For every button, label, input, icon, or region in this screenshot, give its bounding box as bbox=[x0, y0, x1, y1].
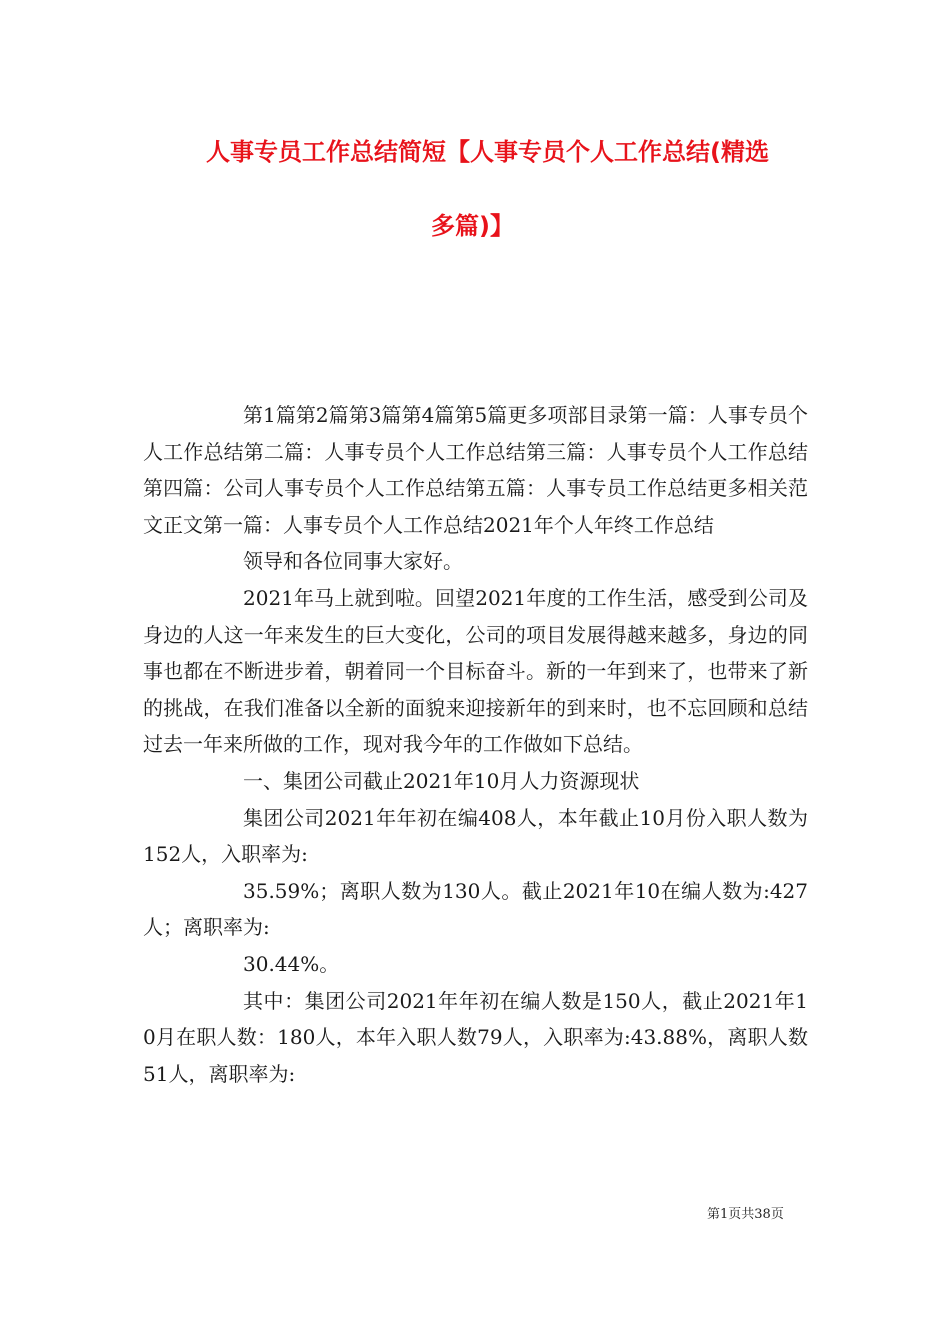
paragraph-table-of-contents: 第1篇第2篇第3篇第4篇第5篇更多项部目录第一篇：人事专员个人工作总结第二篇：人事专员个人工作总结第三篇：人事专员个人工作总结第四篇：公司人事专员个人工作总结第五篇：人事专员工作总结更多相关范文正文第一篇：人事专员个人工作总结2021年个人年终工作总结 bbox=[143, 403, 808, 537]
document-title-line-1: 人事专员工作总结简短【人事专员个人工作总结(精选 bbox=[206, 138, 769, 166]
paragraph-intro: 2021年马上就到啦。回望2021年度的工作生活，感受到公司及身边的人这一年来发生的巨大变化，公司的项目发展得越来越多，身边的同事也都在不断进步着，朝着同一个目标奋斗。新的一年到来了，也带来了新的挑战，在我们准备以全新的面貌来迎接新年的到来时，也不忘回顾和总结过去一年来所做的工作，现对我今年的工作做如下总结。 bbox=[143, 585, 808, 757]
paragraph-greeting: 领导和各位同事大家好。 bbox=[243, 549, 463, 574]
paragraph-hiring-stats: 集团公司2021年年初在编408人，本年截止10月份入职人数为152人，入职率为: bbox=[143, 805, 808, 867]
document-body bbox=[143, 397, 808, 1092]
page-number-footer: 第1页共38页 bbox=[707, 1207, 784, 1222]
paragraph-turnover-stats: 35.59%；离职人数为130人。截止2021年10在编人数为:427人；离职率为: bbox=[143, 878, 808, 940]
paragraph-group-company-stats: 其中：集团公司2021年年初在编人数是150人，截止2021年10月在职人数：180人，本年入职人数79人，入职率为:43.88%，离职人数51人，离职率为: bbox=[143, 988, 808, 1086]
paragraph-turnover-rate: 30.44%。 bbox=[243, 951, 340, 976]
section-heading-hr-status: 一、集团公司截止2021年10月人力资源现状 bbox=[243, 768, 640, 793]
document-title-line-2: 多篇)】 bbox=[431, 212, 514, 240]
